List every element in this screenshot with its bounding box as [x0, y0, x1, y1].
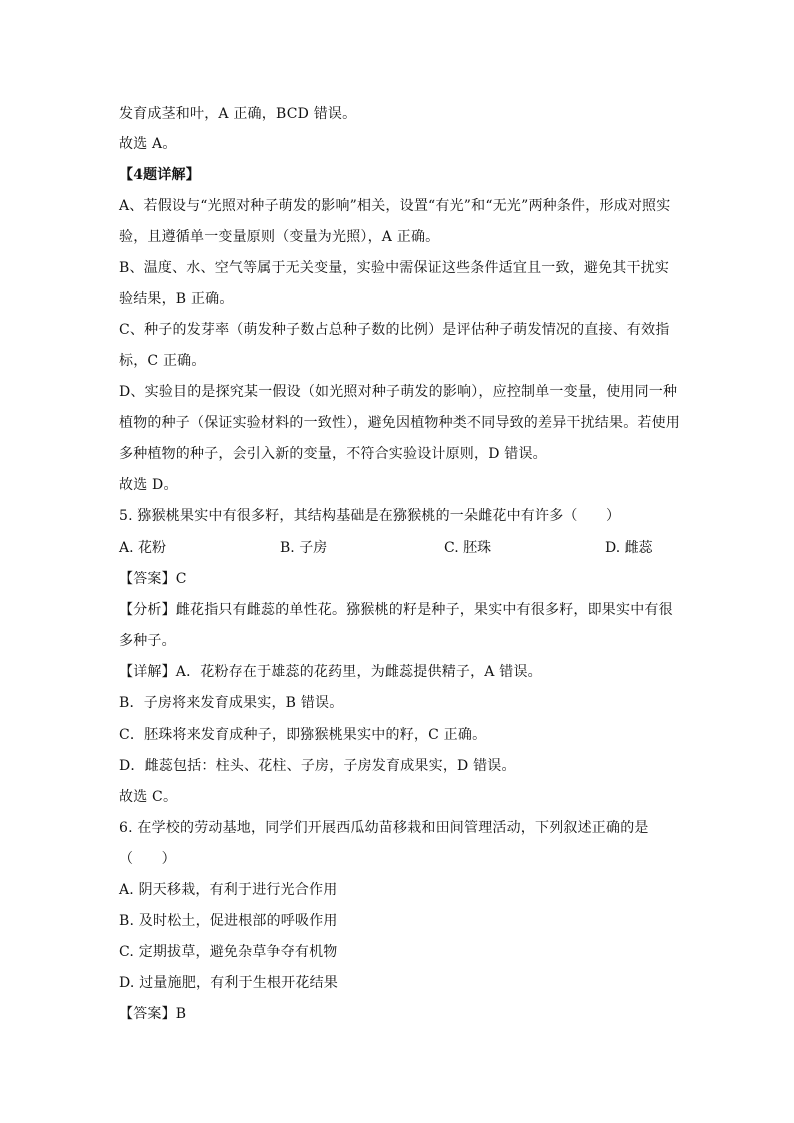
- text-line: B．子房将来发育成果实，B 错误。: [119, 695, 344, 711]
- text-line: 故选 A。: [119, 136, 177, 152]
- text-line: B、温度、水、空气等属于无关变量，实验中需保证这些条件适宜且一致，避免其干扰实: [119, 260, 670, 276]
- analysis-line: 【分析】雌花指只有雌蕊的单性花。猕猴桃的籽是种子，果实中有很多籽，即果实中有很: [119, 602, 673, 618]
- text-line: 多种植物的种子，会引入新的变量，不符合实验设计原则，D 错误。: [119, 446, 547, 462]
- q5-option-a: A. 花粉: [119, 540, 167, 556]
- text-line: 标，C 正确。: [119, 353, 206, 369]
- question-6-paren: （ ）: [119, 851, 176, 867]
- text-line: C．胚珠将来发育成种子，即猕猴桃果实中的籽，C 正确。: [119, 727, 487, 743]
- text-line: C、种子的发芽率（萌发种子数占总种子数的比例）是评估种子萌发情况的直接、有效指: [119, 322, 670, 338]
- section-heading: 【4题详解】: [119, 167, 200, 183]
- text-line: A、若假设与“光照对种子萌发的影响”相关，设置“有光”和“无光”两种条件，形成对照实: [119, 198, 671, 214]
- q6-option-d: D. 过量施肥，有利于生根开花结果: [119, 975, 339, 991]
- q6-option-a: A. 阴天移栽，有利于进行光合作用: [119, 882, 338, 898]
- answer-line: 【答案】C: [119, 571, 187, 587]
- text-line: 发育成茎和叶，A 正确，BCD 错误。: [119, 106, 357, 122]
- q5-option-b: B. 子房: [280, 540, 328, 556]
- question-6: 6. 在学校的劳动基地，同学们开展西瓜幼苗移栽和田间管理活动，下列叙述正确的是: [119, 820, 649, 836]
- text-line: D．雌蕊包括：柱头、花柱、子房，子房发育成果实，D 错误。: [119, 758, 516, 774]
- q5-option-c: C. 胚珠: [444, 540, 492, 556]
- text-line: D、实验目的是探究某一假设（如光照对种子萌发的影响），应控制单一变量，使用同一种: [119, 384, 678, 400]
- answer-line: 【答案】B: [119, 1006, 187, 1022]
- q6-option-c: C. 定期拔草，避免杂草争夺有机物: [119, 944, 338, 960]
- text-line: 验，且遵循单一变量原则（变量为光照），A 正确。: [119, 229, 440, 245]
- q5-option-d: D. 雌蕊: [605, 540, 653, 556]
- detail-line: 【详解】A．花粉存在于雄蕊的花药里，为雌蕊提供精子，A 错误。: [119, 664, 542, 680]
- text-line: 验结果，B 正确。: [119, 291, 234, 307]
- text-line: 故选 D。: [119, 477, 178, 493]
- text-line: 植物的种子（保证实验材料的一致性），避免因植物种类不同导致的差异干扰结果。若使用: [119, 415, 680, 431]
- text-line: 多种子。: [119, 633, 176, 649]
- text-line: 故选 C。: [119, 789, 178, 805]
- q6-option-b: B. 及时松土，促进根部的呼吸作用: [119, 913, 338, 929]
- question-5: 5. 猕猴桃果实中有很多籽，其结构基础是在猕猴桃的一朵雌花中有许多（ ）: [119, 508, 621, 524]
